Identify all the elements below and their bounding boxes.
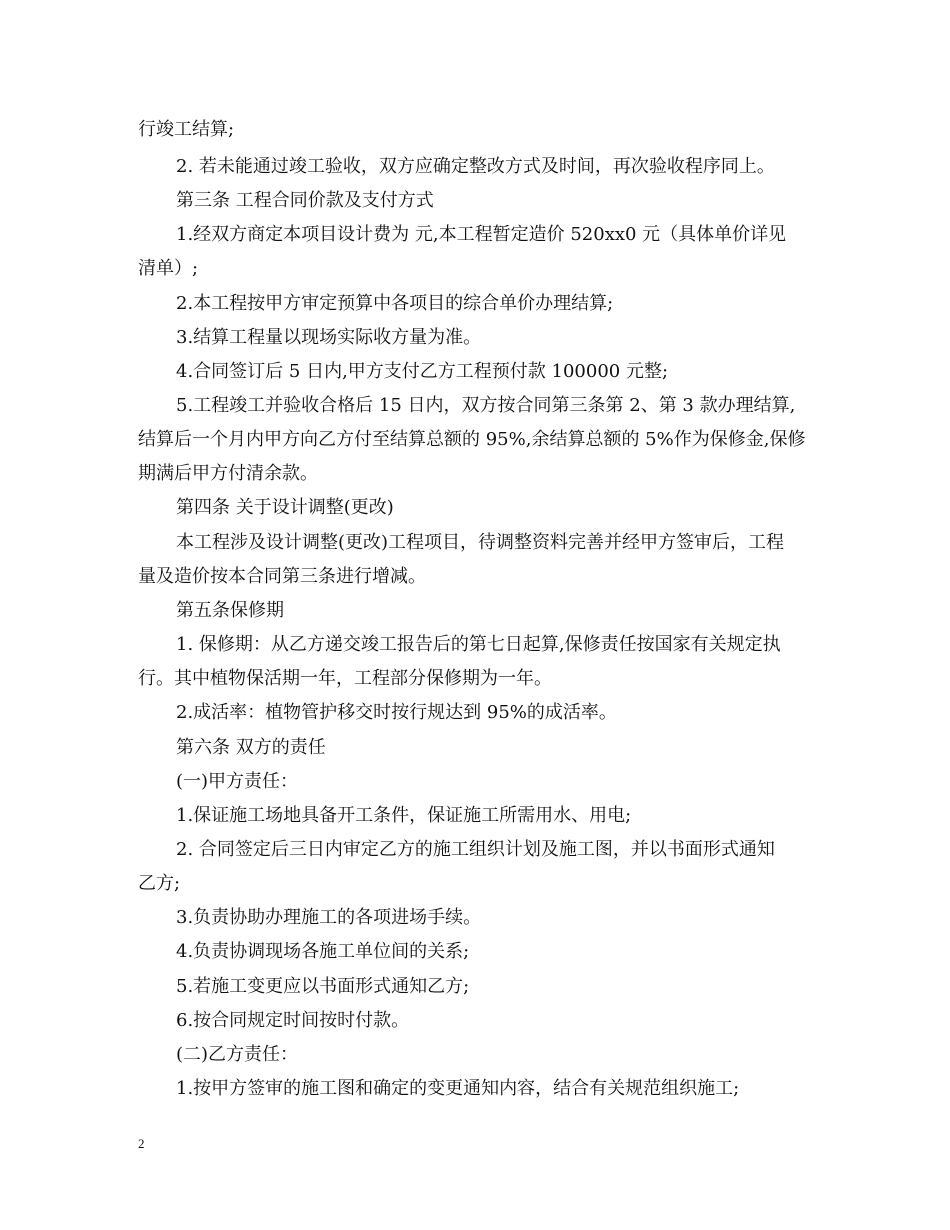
section-heading: 第三条 工程合同价款及支付方式 xyxy=(176,190,434,211)
text-line: 4.负责协调现场各施工单位间的关系; xyxy=(176,941,470,962)
text-line: 行竣工结算; xyxy=(138,119,235,140)
text-line: 5.若施工变更应以书面形式通知乙方; xyxy=(176,976,470,997)
text-line: 5.工程竣工并验收合格后 15 日内，双方按合同第三条第 2、第 3 款办理结算, xyxy=(176,395,796,416)
text-line: 1.按甲方签审的施工图和确定的变更通知内容，结合有关规范组织施工; xyxy=(176,1078,740,1099)
text-line: 2.本工程按甲方审定预算中各项目的综合单价办理结算; xyxy=(176,293,614,314)
text-line: 3.结算工程量以现场实际收方量为准。 xyxy=(176,327,482,348)
text-line: 1.保证施工场地具备开工条件，保证施工所需用水、用电; xyxy=(176,805,632,826)
text-line: 2. 合同签定后三日内审定乙方的施工组织计划及施工图，并以书面形式通知 xyxy=(176,839,775,860)
text-line: 期满后甲方付清余款。 xyxy=(138,463,318,484)
text-line: 2. 若未能通过竣工验收，双方应确定整改方式及时间，再次验收程序同上。 xyxy=(176,156,775,177)
text-line: 本工程涉及设计调整(更改)工程项目，待调整资料完善并经甲方签审后，工程 xyxy=(176,532,785,553)
subsection-heading: (二)乙方责任： xyxy=(176,1044,299,1065)
text-line: 清单）; xyxy=(138,258,199,279)
text-line: 行。其中植物保活期一年，工程部分保修期为一年。 xyxy=(138,668,552,689)
page-number: 2 xyxy=(138,1136,145,1151)
text-line: 1.经双方商定本项目设计费为 元,本工程暂定造价 520xx0 元（具体单价详见 xyxy=(176,224,787,245)
text-line: 6.按合同规定时间按时付款。 xyxy=(176,1010,410,1031)
text-line: 2.成活率：植物管护移交时按行规达到 95%的成活率。 xyxy=(176,702,617,723)
text-line: 乙方; xyxy=(138,873,181,894)
text-line: 3.负责协助办理施工的各项进场手续。 xyxy=(176,907,482,928)
subsection-heading: (一)甲方责任： xyxy=(176,771,299,792)
text-line: 1. 保修期：从乙方递交竣工报告后的第七日起算,保修责任按国家有关规定执 xyxy=(176,634,781,655)
text-line: 量及造价按本合同第三条进行增减。 xyxy=(138,566,426,587)
text-line: 结算后一个月内甲方向乙方付至结算总额的 95%,余结算总额的 5%作为保修金,保修 xyxy=(138,429,806,450)
text-line: 4.合同签订后 5 日内,甲方支付乙方工程预付款 100000 元整; xyxy=(176,361,669,382)
section-heading: 第五条保修期 xyxy=(176,600,284,621)
section-heading: 第六条 双方的责任 xyxy=(176,737,326,758)
section-heading: 第四条 关于设计调整(更改) xyxy=(176,497,394,518)
